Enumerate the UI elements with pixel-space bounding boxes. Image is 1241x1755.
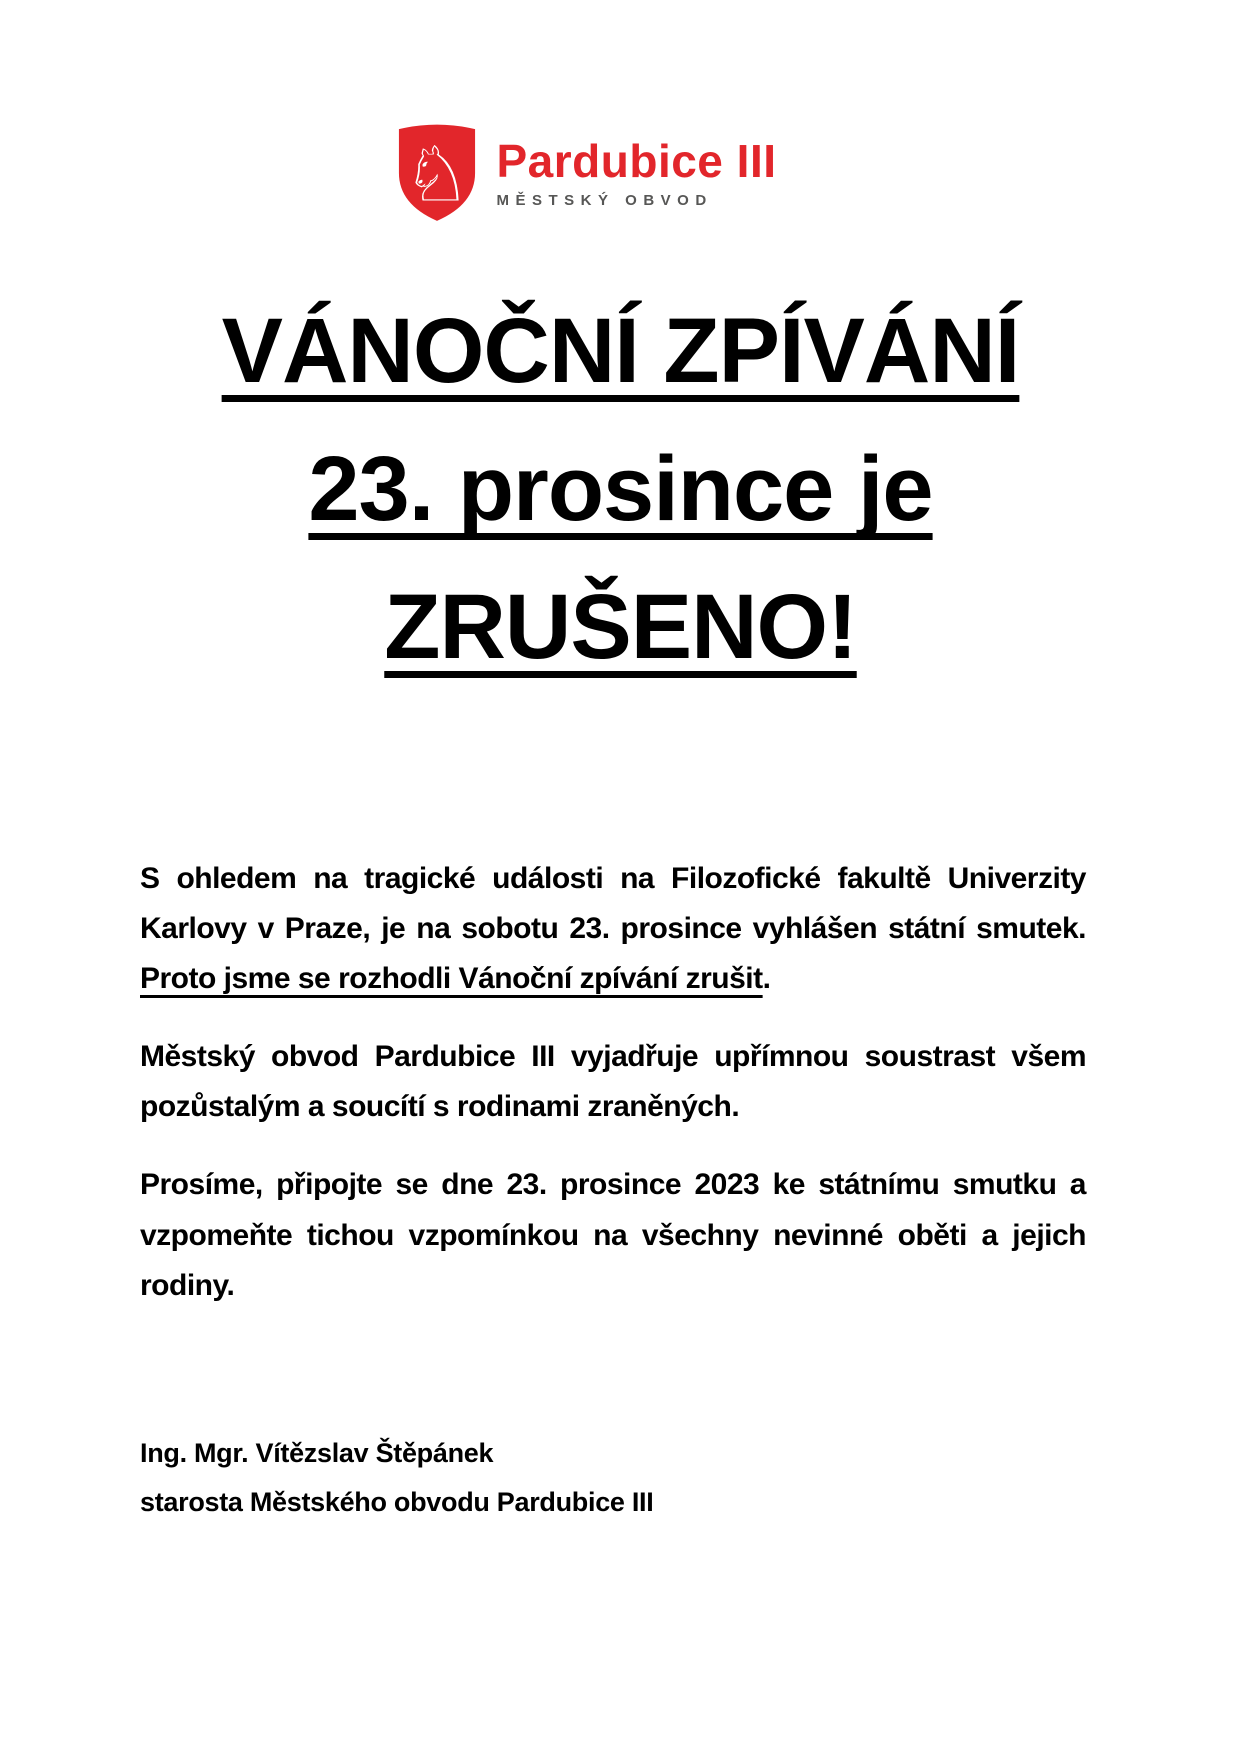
logo-title: Pardubice III [496, 134, 777, 187]
heading-line-3: ZRUŠENO! [384, 576, 857, 678]
paragraph-3: Prosíme, připojte se dne 23. prosince 2023 ke státnímu smutku a vzpomeňte tichou vzpomínkou na všechny nevinné oběti a jejich rodiny. [140, 1168, 1086, 1302]
heading-line-1: VÁNOČNÍ ZPÍVÁNÍ [221, 300, 1020, 402]
paragraph-1-underlined-phrase: Proto jsme se rozhodli Vánoční zpívání zrušit [140, 962, 763, 996]
main-heading [0, 282, 1241, 696]
logo-subtitle: MĚSTSKÝ OBVOD [496, 192, 713, 210]
paragraph-1 [140, 854, 1086, 1004]
pardubice-coat-of-arms-icon [396, 122, 478, 224]
svg-text:♘: ♘ [403, 129, 472, 219]
logo-text [496, 134, 777, 210]
paragraph-1-tail: . [762, 962, 771, 996]
heading-line-2: 23. prosince je [308, 438, 933, 540]
document-body [0, 854, 1241, 1311]
signature-block [0, 1429, 1241, 1527]
signature-name: Ing. Mgr. Vítězslav Štěpánek [140, 1437, 494, 1468]
paragraph-1-text: S ohledem na tragické události na Filozofické fakultě Univerzity Karlovy v Praze, je na sobotu 23. prosince vyhlášen státní smutek. [140, 862, 1086, 946]
signature-role: starosta Městského obvodu Pardubice III [140, 1486, 654, 1517]
paragraph-2: Městský obvod Pardubice III vyjadřuje upřímnou soustrast všem pozůstalým a soucítí s rodinami zraněných. [140, 1040, 1086, 1124]
logo [0, 0, 1207, 224]
